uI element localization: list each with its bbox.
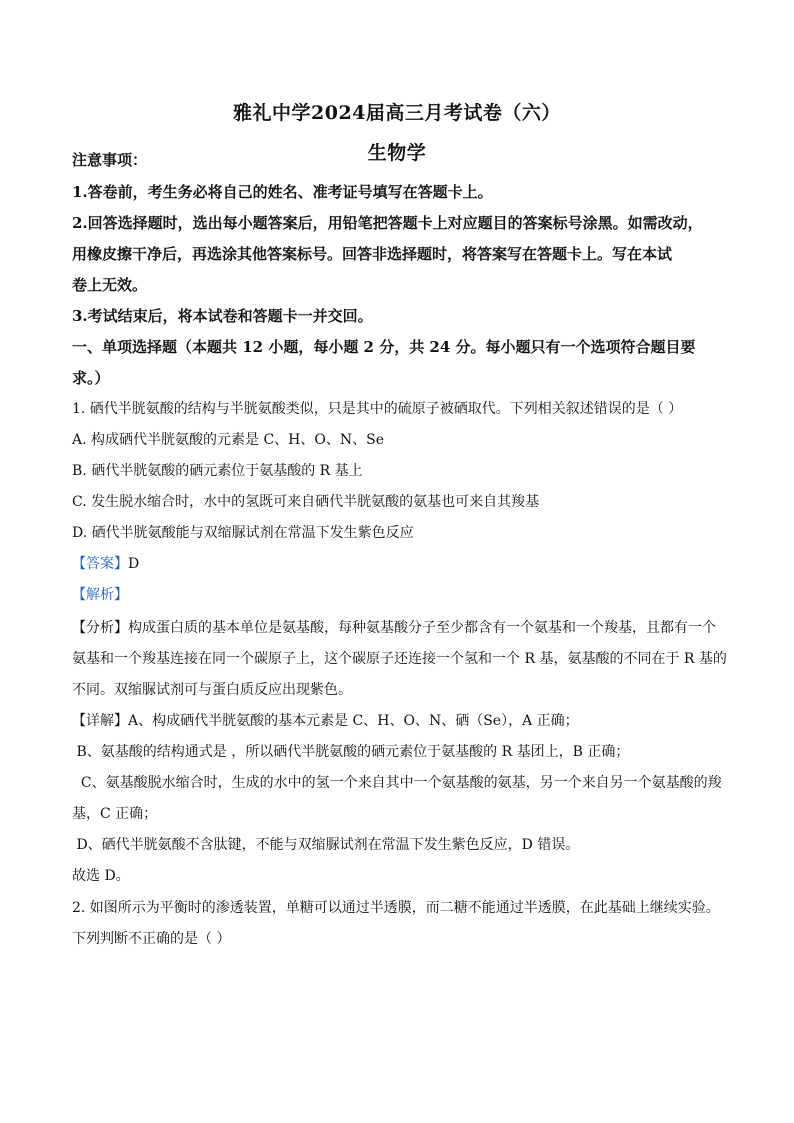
answer-value: D bbox=[128, 556, 140, 572]
question-1-stem: 1. 硒代半胱氨酸的结构与半胱氨酸类似，只是其中的硫原子被硒取代。下列相关叙述错误的是（ ） bbox=[72, 401, 683, 417]
xiangjie-line-b: B、氨基酸的结构通式是 ，所以硒代半胱氨酸的硒元素位于氨基酸的 R 基团上，B 正确； bbox=[72, 744, 630, 760]
fenxi-text-1: 构成蛋白质的基本单位是氨基酸，每种氨基酸分子至少都含有一个氨基和一个羧基，且都有一个 bbox=[128, 620, 716, 636]
exam-title: 雅礼中学2024届高三月考试卷（六） bbox=[233, 102, 561, 124]
notice-item-2-line-2: 用橡皮擦干净后，再选涂其他答案标号。回答非选择题时，将答案写在答题卡上。写在本试 bbox=[72, 245, 673, 263]
notice-heading: 注意事项： bbox=[72, 151, 148, 169]
subject-title: 生物学 bbox=[367, 142, 427, 164]
notice-item-3: 3.考试结束后，将本试卷和答题卡一并交回。 bbox=[72, 307, 373, 325]
conclusion-line: 故选 D。 bbox=[72, 868, 130, 884]
answer-line bbox=[72, 554, 728, 574]
question-1-option-b: B. 硒代半胱氨酸的硒元素位于氨基酸的 R 基上 bbox=[72, 463, 363, 479]
xiangjie-line-c1: C、氨基酸脱水缩合时，生成的水中的氢一个来自其中一个氨基酸的氨基，另一个来自另一个氨基酸的羧 bbox=[72, 775, 722, 791]
question-2-stem-line-2: 下列判断不正确的是（ ） bbox=[72, 931, 231, 947]
question-1-option-a: A. 构成硒代半胱氨酸的元素是 C、H、O、N、Se bbox=[72, 432, 384, 448]
xiangjie-line-c2: 基，C 正确； bbox=[72, 806, 158, 822]
notice-item-2-line-3: 卷上无效。 bbox=[72, 276, 148, 294]
xiangjie-line-d: D、硒代半胱氨酸不含肽键，不能与双缩脲试剂在常温下发生紫色反应，D 错误。 bbox=[72, 837, 580, 853]
question-1-option-d: D. 硒代半胱氨酸能与双缩脲试剂在常温下发生紫色反应 bbox=[72, 525, 414, 541]
answer-tag: 【答案】 bbox=[72, 556, 128, 572]
notice-item-2-line-1: 2.回答选择题时，选出每小题答案后，用铅笔把答题卡上对应题目的答案标号涂黑。如需改动， bbox=[72, 214, 703, 232]
notice-item-1: 1.答卷前，考生务必将自己的姓名、准考证号填写在答题卡上。 bbox=[72, 183, 493, 201]
fenxi-line-3: 不同。双缩脲试剂可与蛋白质反应出现紫色。 bbox=[72, 682, 352, 698]
question-2-stem-line-1: 2. 如图所示为平衡时的渗透装置，单糖可以通过半透膜，而二糖不能通过半透膜，在此基础上继续实验。 bbox=[72, 900, 720, 916]
xiangjie-tag: 【详解】 bbox=[72, 713, 128, 729]
section-heading-line-1: 一、单项选择题（本题共 12 小题，每小题 2 分，共 24 分。每小题只有一个选项符合题目要 bbox=[72, 338, 696, 356]
question-1-option-c: C. 发生脱水缩合时，水中的氢既可来自硒代半胱氨酸的氨基也可来自其羧基 bbox=[72, 494, 540, 510]
xiangjie-line-a bbox=[72, 711, 728, 731]
fenxi-tag: 【分析】 bbox=[72, 620, 128, 636]
section-heading-line-2: 求。） bbox=[72, 369, 110, 387]
fenxi-line-1 bbox=[72, 618, 728, 638]
analysis-tag: 【解析】 bbox=[72, 587, 128, 603]
fenxi-line-2: 氨基和一个羧基连接在同一个碳原子上，这个碳原子还连接一个氢和一个 R 基，氨基酸的不同在于 R 基的 bbox=[72, 651, 727, 667]
xiangjie-text-a: A、构成硒代半胱氨酸的基本元素是 C、H、O、N、硒（Se），A 正确； bbox=[128, 713, 579, 729]
